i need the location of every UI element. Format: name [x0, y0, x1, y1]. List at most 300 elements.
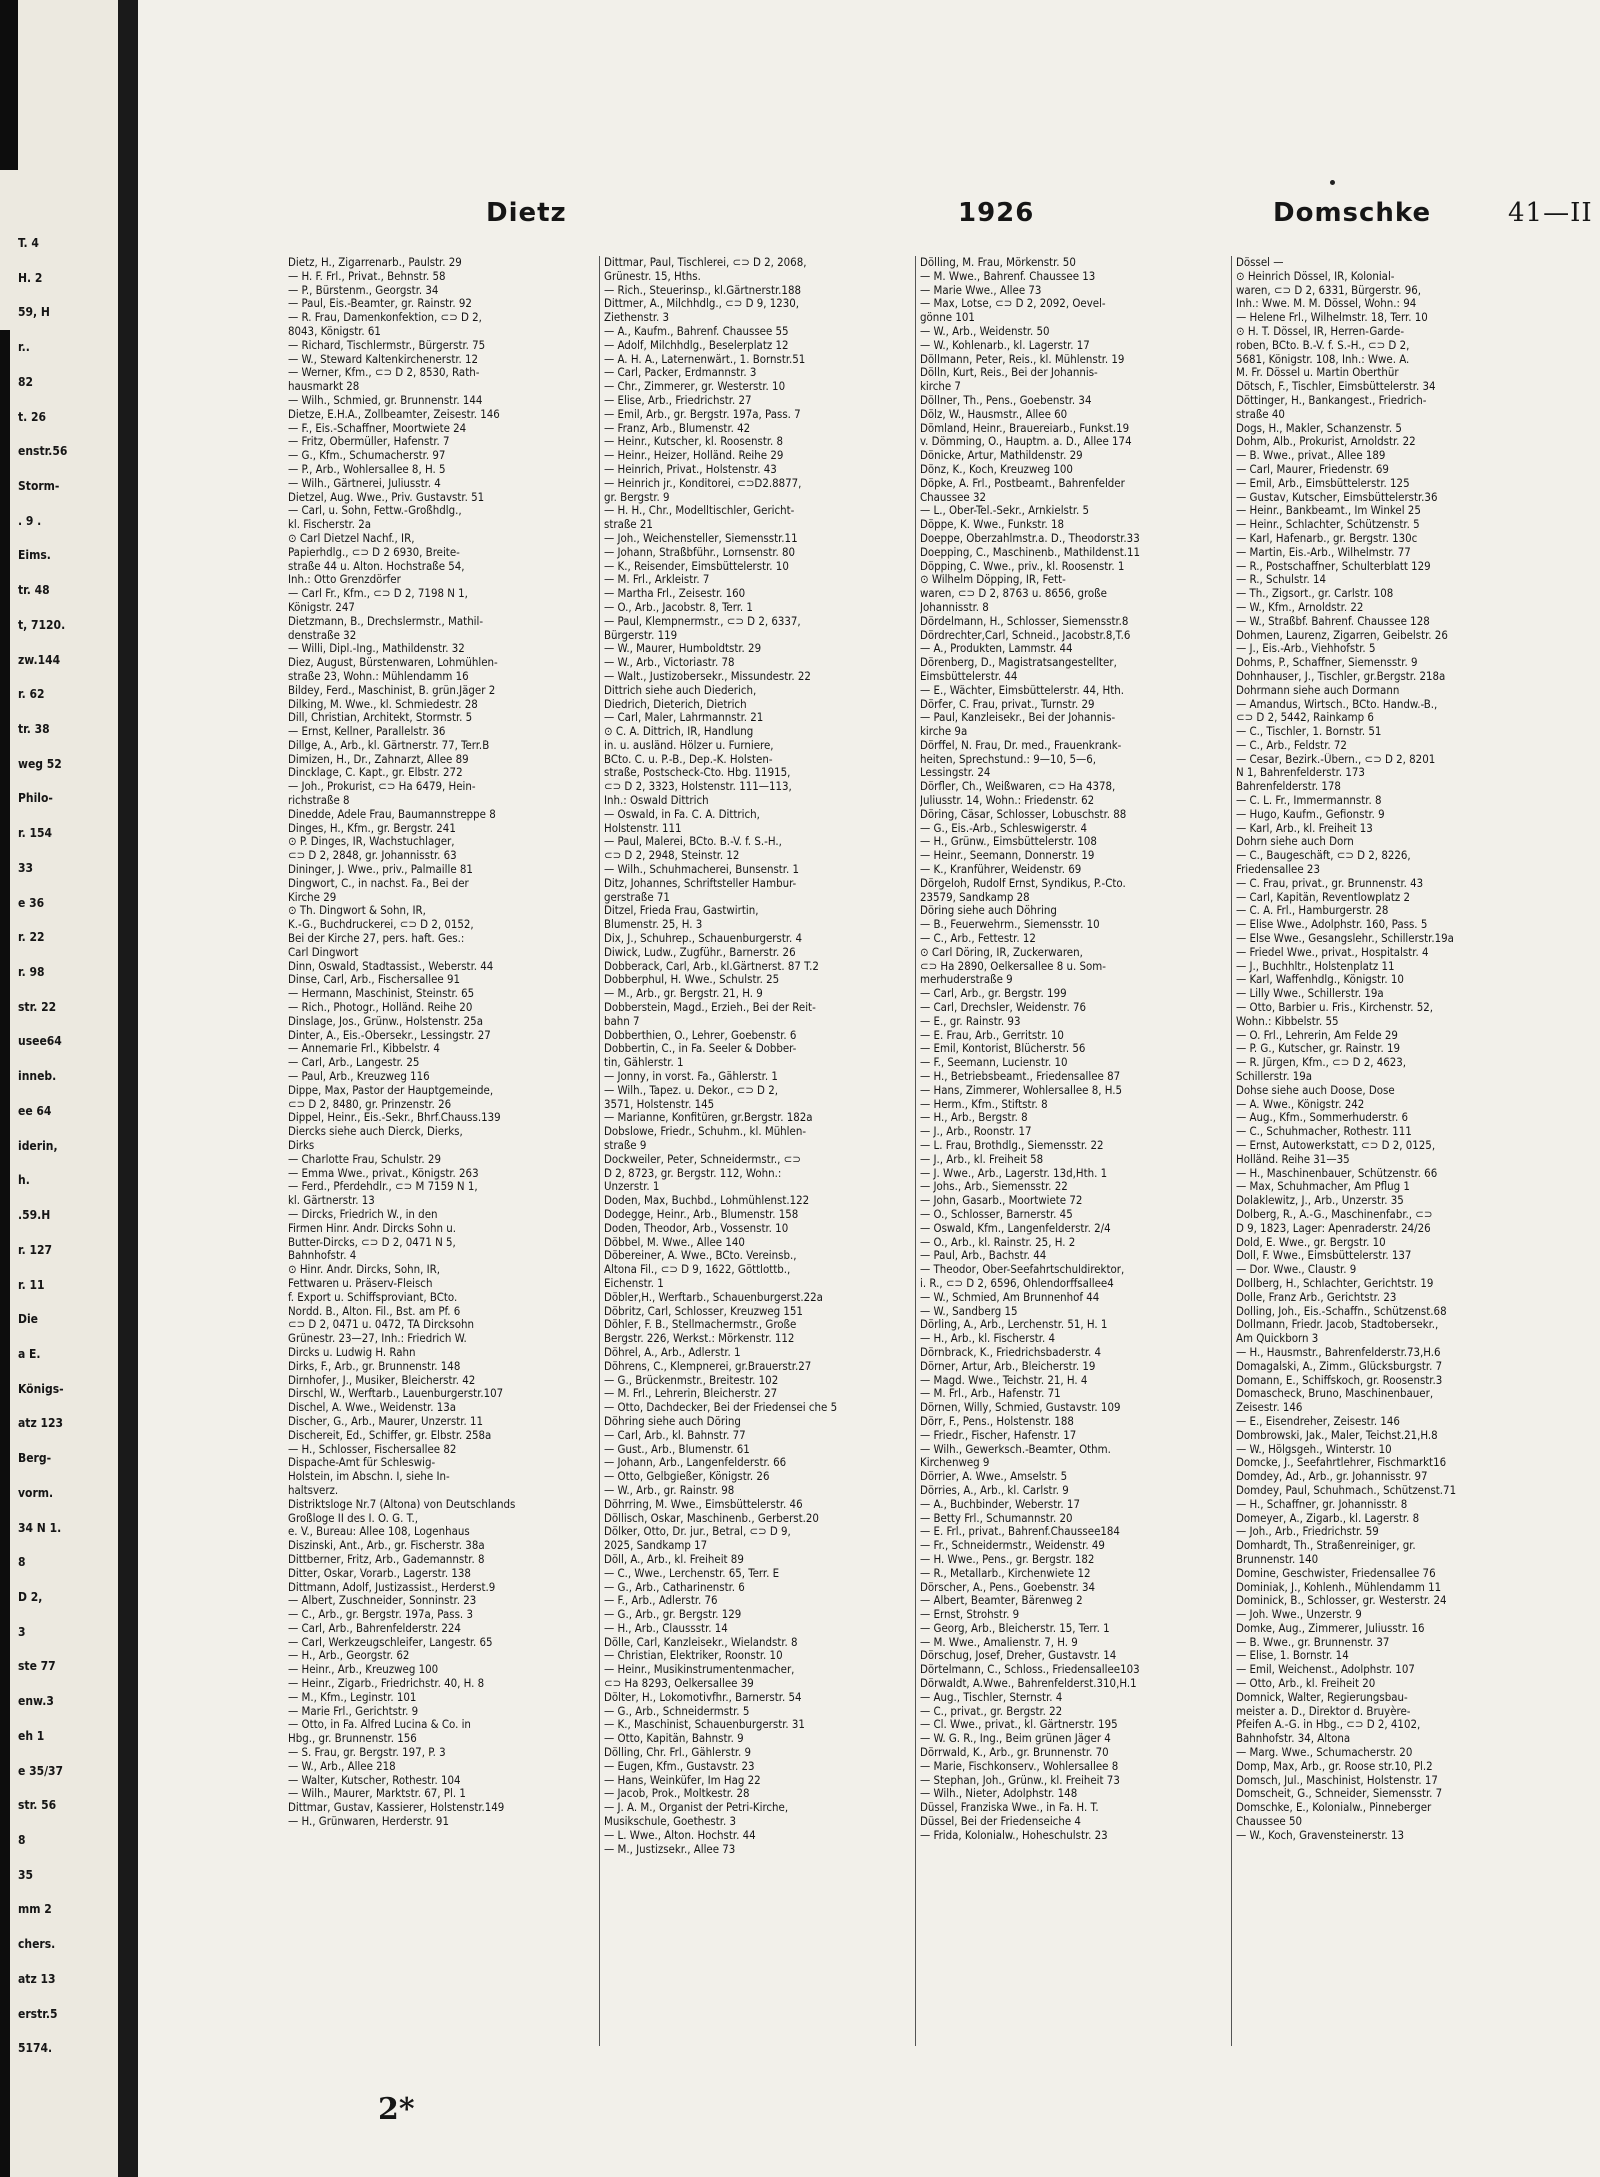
directory-entry: Bahnhofstr. 4 — [288, 1249, 357, 1263]
directory-entry: Dörrwald, K., Arb., gr. Brunnenstr. 70 — [920, 1746, 1109, 1760]
margin-fragment: r. 154 — [18, 826, 53, 840]
margin-fragment: r. 11 — [18, 1278, 45, 1292]
directory-entry: meister a. D., Direktor d. Bruyère- — [1236, 1704, 1411, 1718]
directory-entry: — Emil, Arb., gr. Bergstr. 197a, Pass. 7 — [604, 407, 801, 421]
directory-entry: D 2, 8723, gr. Bergstr. 112, Wohn.: — [604, 1166, 782, 1180]
directory-entry: Dörries, A., Arb., kl. Carlstr. 9 — [920, 1483, 1069, 1497]
directory-entry: — Charlotte Frau, Schulstr. 29 — [288, 1152, 441, 1166]
directory-entry: — Jacob, Prok., Moltkestr. 28 — [604, 1787, 750, 1801]
directory-entry: in. u. ausländ. Hölzer u. Furniere, — [604, 738, 774, 752]
directory-entry: ⊙ C. A. Dittrich, IR, Handlung — [604, 725, 754, 739]
directory-entry: — C., Arb., Feldstr. 72 — [1236, 738, 1347, 752]
directory-entry: — Else Wwe., Gesangslehr., Schillerstr.19a — [1236, 932, 1454, 946]
directory-entry: Dimizen, H., Dr., Zahnarzt, Allee 89 — [288, 752, 469, 766]
directory-entry: Dirschl, W., Werftarb., Lauenburgerstr.107 — [288, 1387, 504, 1401]
directory-entry: — H., Maschinenbauer, Schützenstr. 66 — [1236, 1166, 1438, 1180]
directory-entry: — Fritz, Obermüller, Hafenstr. 7 — [288, 435, 450, 449]
directory-entry: — Ferd., Pferdehdlr., ⊂⊃ M 7159 N 1, — [288, 1180, 478, 1194]
directory-entry: Dill, Christian, Architekt, Stormstr. 5 — [288, 711, 473, 725]
directory-entry: — Heinr., Kutscher, kl. Roosenstr. 8 — [604, 435, 784, 449]
directory-entry: — Th., Zigsort., gr. Carlstr. 108 — [1236, 587, 1394, 601]
directory-entry: Dörtelmann, C., Schloss., Friedensallee103 — [920, 1663, 1140, 1677]
directory-entry: ⊙ H. T. Dössel, IR, Herren-Garde- — [1236, 324, 1405, 338]
directory-entry: ⊙ Hinr. Andr. Dircks, Sohn, IR, — [288, 1263, 441, 1277]
directory-entry: Domke, Aug., Zimmerer, Juliusstr. 16 — [1236, 1621, 1425, 1635]
directory-entry: Eichenstr. 1 — [604, 1276, 664, 1290]
directory-entry: Dörwaldt, A.Wwe., Bahrenfelderst.310,H.1 — [920, 1677, 1137, 1691]
binding-shadow — [0, 0, 18, 170]
directory-entry: — C. L. Fr., Immermannstr. 8 — [1236, 794, 1382, 808]
directory-entry: — Oswald, Kfm., Langenfelderstr. 2/4 — [920, 1221, 1111, 1235]
directory-entry: — C., Arb., Fettestr. 12 — [920, 932, 1036, 946]
directory-entry: Dinter, A., Eis.-Obersekr., Lessingstr. 27 — [288, 1028, 491, 1042]
directory-entry: straße 23, Wohn.: Mühlendamm 16 — [288, 669, 469, 683]
directory-entry: — Carl, Arb., gr. Bergstr. 199 — [920, 987, 1067, 1001]
margin-fragment: Die — [18, 1312, 38, 1326]
directory-entry: — Heinr., Heizer, Holländ. Reihe 29 — [604, 449, 784, 463]
directory-entry: — Hugo, Kaufm., Gefionstr. 9 — [1236, 807, 1385, 821]
directory-entry: — Carl, Drechsler, Weidenstr. 76 — [920, 1001, 1087, 1015]
directory-entry: Dogs, H., Makler, Schanzenstr. 5 — [1236, 421, 1402, 435]
directory-entry: ⊙ Carl Döring, IR, Zuckerwaren, — [920, 945, 1083, 959]
directory-entry: Dittberner, Fritz, Arb., Gademannstr. 8 — [288, 1552, 485, 1566]
directory-entry: Dischereit, Ed., Schiffer, gr. Elbstr. 258a — [288, 1428, 492, 1442]
directory-entry: — M. Frl., Arb., Hafenstr. 71 — [920, 1387, 1061, 1401]
directory-entry: — Carl Fr., Kfm., ⊂⊃ D 2, 7198 N 1, — [288, 587, 468, 601]
directory-entry: — Carl, u. Sohn, Fettw.-Großhdlg., — [288, 504, 462, 518]
directory-entry: — O. Frl., Lehrerin, Am Felde 29 — [1236, 1028, 1398, 1042]
directory-entry: Dingwort, C., in nachst. Fa., Bei der — [288, 876, 469, 890]
directory-entry: straße 40 — [1236, 407, 1285, 421]
directory-entry: — H., Grünw., Eimsbüttelerstr. 108 — [920, 835, 1097, 849]
header-year: 1926 — [958, 198, 1035, 228]
directory-entry: — Adolf, Milchhdlg., Beselerplatz 12 — [604, 338, 789, 352]
directory-entry: — M. Wwe., Amalienstr. 7, H. 9 — [920, 1635, 1078, 1649]
directory-entry: kl. Gärtnerstr. 13 — [288, 1194, 375, 1208]
directory-entry: Carl Dingwort — [288, 945, 359, 959]
margin-fragment: mm 2 — [18, 1902, 52, 1916]
directory-entry: — Jonny, in vorst. Fa., Gählerstr. 1 — [604, 1070, 778, 1084]
directory-entry: — O., Arb., kl. Rainstr. 25, H. 2 — [920, 1235, 1076, 1249]
directory-entry: Dollberg, H., Schlachter, Gerichtstr. 19 — [1236, 1276, 1434, 1290]
directory-entry: Dilking, M. Wwe., kl. Schmiedestr. 28 — [288, 697, 478, 711]
directory-entry: — H. H., Chr., Modelltischler, Gericht- — [604, 504, 795, 518]
directory-entry: — H., Schaffner, gr. Johannisstr. 8 — [1236, 1497, 1408, 1511]
directory-entry: — G., Eis.-Arb., Schleswigerstr. 4 — [920, 821, 1087, 835]
directory-entry: Dörffel, N. Frau, Dr. med., Frauenkrank- — [920, 738, 1122, 752]
directory-entry: Dockweiler, Peter, Schneidermstr., ⊂⊃ — [604, 1152, 801, 1166]
directory-entry: — Joh., Prokurist, ⊂⊃ Ha 6479, Hein- — [288, 780, 476, 794]
directory-entry: Diercks siehe auch Dierck, Dierks, — [288, 1125, 463, 1139]
directory-entry: — Heinr., Schlachter, Schützenstr. 5 — [1236, 518, 1420, 532]
directory-entry: tin, Gählerstr. 1 — [604, 1056, 684, 1070]
directory-entry: — Heinr., Arb., Kreuzweg 100 — [288, 1663, 439, 1677]
directory-entry: — R., Postschaffner, Schulterblatt 129 — [1236, 559, 1431, 573]
directory-entry: Papierhdlg., ⊂⊃ D 2 6930, Breite- — [288, 545, 460, 559]
header-dot — [1330, 180, 1335, 185]
directory-entry: Dinslage, Jos., Grünw., Holstenstr. 25a — [288, 1014, 483, 1028]
directory-entry: Firmen Hinr. Andr. Dircks Sohn u. — [288, 1221, 457, 1235]
directory-entry: Bürgerstr. 119 — [604, 628, 678, 642]
directory-entry: — W., Arb., Victoriastr. 78 — [604, 656, 735, 670]
directory-entry: Dittmer, A., Milchhdlg., ⊂⊃ D 9, 1230, — [604, 297, 800, 311]
directory-entry: — F., Seemann, Lucienstr. 10 — [920, 1056, 1068, 1070]
directory-entry: — Eugen, Kfm., Gustavstr. 23 — [604, 1759, 755, 1773]
directory-entry: — W., Kfm., Arnoldstr. 22 — [1236, 600, 1364, 614]
directory-entry: Dillge, A., Arb., kl. Gärtnerstr. 77, Terr.B — [288, 738, 490, 752]
directory-entry: Dirks, F., Arb., gr. Brunnenstr. 148 — [288, 1359, 461, 1373]
directory-entry: Kirchenweg 9 — [920, 1456, 990, 1470]
directory-entry: — Amandus, Wirtsch., BCto. Handw.-B., — [1236, 697, 1438, 711]
margin-fragment: usee64 — [18, 1034, 62, 1048]
margin-fragment: 82 — [18, 375, 34, 389]
directory-entry: — Emma Wwe., privat., Königstr. 263 — [288, 1166, 479, 1180]
directory-entry: Johannisstr. 8 — [920, 600, 989, 614]
directory-entry: — Walter, Kutscher, Rothestr. 104 — [288, 1773, 461, 1787]
directory-entry: Bahrenfelderstr. 178 — [1236, 780, 1341, 794]
margin-fragment: e 35/37 — [18, 1764, 64, 1778]
directory-entry: — H., Schlosser, Fischersallee 82 — [288, 1442, 457, 1456]
directory-entry: Ditter, Oskar, Vorarb., Lagerstr. 138 — [288, 1566, 471, 1580]
directory-entry: — Werner, Kfm., ⊂⊃ D 2, 8530, Rath- — [288, 366, 480, 380]
directory-entry: Dobslowe, Friedr., Schuhm., kl. Mühlen- — [604, 1125, 807, 1139]
directory-entry: Dincklage, C. Kapt., gr. Elbstr. 272 — [288, 766, 463, 780]
directory-entry: — Wilh., Schmied, gr. Brunnenstr. 144 — [288, 393, 483, 407]
directory-entry: Dörr, F., Pens., Holstenstr. 188 — [920, 1414, 1074, 1428]
directory-entry: ⊂⊃ D 2, 0471 u. 0472, TA Dircksohn — [288, 1318, 475, 1332]
directory-entry: — Dor. Wwe., Claustr. 9 — [1236, 1263, 1357, 1277]
directory-entry: — Fr., Schneidermstr., Weidenstr. 49 — [920, 1539, 1105, 1553]
directory-entry: — H., Arb., kl. Fischerstr. 4 — [920, 1332, 1055, 1346]
directory-entry: — Emil, Weichenst., Adolphstr. 107 — [1236, 1663, 1415, 1677]
directory-entry: — J., Arb., Roonstr. 17 — [920, 1125, 1032, 1139]
directory-entry: Döpke, A. Frl., Postbeamt., Bahrenfelder — [920, 476, 1125, 490]
margin-fragment: atz 13 — [18, 1972, 56, 1986]
directory-entry: Döring siehe auch Döhring — [920, 904, 1057, 918]
directory-entry: — B. Wwe., privat., Allee 189 — [1236, 449, 1386, 463]
directory-entry: ⊂⊃ Ha 8293, Oelkersallee 39 — [604, 1677, 754, 1691]
directory-entry: — Joh., Arb., Friedrichstr. 59 — [1236, 1525, 1379, 1539]
directory-entry: — J., Buchhltr., Holstenplatz 11 — [1236, 959, 1395, 973]
directory-entry: Fettwaren u. Präserv-Fleisch — [288, 1276, 433, 1290]
directory-entry: Inh.: Otto Grenzdörfer — [288, 573, 401, 587]
margin-fragment: erstr.5 — [18, 2007, 58, 2021]
directory-entry: — G., Arb., gr. Bergstr. 129 — [604, 1608, 742, 1622]
page-header — [138, 198, 1600, 238]
directory-entry: Dördelmann, H., Schlosser, Siemensstr.8 — [920, 614, 1129, 628]
directory-entry: — Heinr., Zigarb., Friedrichstr. 40, H. 8 — [288, 1677, 485, 1691]
directory-entry: — Emil, Kontorist, Blücherstr. 56 — [920, 1042, 1086, 1056]
directory-entry: — Wilh., Gewerksch.-Beamter, Othm. — [920, 1442, 1111, 1456]
directory-entry: Lessingstr. 24 — [920, 766, 991, 780]
directory-entry: — Heinr., Seemann, Donnerstr. 19 — [920, 849, 1095, 863]
directory-entry: — Wilh., Gärtnerei, Juliusstr. 4 — [288, 476, 441, 490]
directory-entry: Domine, Geschwister, Friedensallee 76 — [1236, 1566, 1436, 1580]
directory-entry: — Theodor, Ober-Seefahrtschuldirektor, — [920, 1263, 1125, 1277]
directory-entry: — Richard, Tischlermstr., Bürgerstr. 75 — [288, 338, 486, 352]
margin-fragment: Königs- — [18, 1382, 64, 1396]
directory-entry: roben, BCto. B.-V. f. S.-H., ⊂⊃ D 2, — [1236, 338, 1410, 352]
directory-entry: Dohse siehe auch Doose, Dose — [1236, 1083, 1395, 1097]
directory-entry: Dörscher, A., Pens., Goebenstr. 34 — [920, 1580, 1096, 1594]
directory-entry: — E. Frl., privat., Bahrenf.Chaussee184 — [920, 1525, 1120, 1539]
directory-entry: — Wilh., Tapez. u. Dekor., ⊂⊃ D 2, — [604, 1083, 778, 1097]
directory-entry: — Magd. Wwe., Teichstr. 21, H. 4 — [920, 1373, 1088, 1387]
directory-entry: — Helene Frl., Wilhelmstr. 18, Terr. 10 — [1236, 311, 1428, 325]
directory-entry: Diszinski, Ant., Arb., gr. Fischerstr. 38a — [288, 1539, 485, 1553]
directory-entry: Doeppe, Oberzahlmstr.a. D., Theodorstr.33 — [920, 531, 1140, 545]
directory-entry: — Paul, Arb., Bachstr. 44 — [920, 1249, 1047, 1263]
margin-fragment: eh 1 — [18, 1729, 45, 1743]
directory-entry: — A., Kaufm., Bahrenf. Chaussee 55 — [604, 324, 789, 338]
directory-entry: — J., Arb., kl. Freiheit 58 — [920, 1152, 1044, 1166]
directory-entry: — Franz, Arb., Blumenstr. 42 — [604, 421, 751, 435]
directory-entry: M. Fr. Dössel u. Martin Oberthür — [1236, 366, 1399, 380]
directory-entry: — O., Schlosser, Barnerstr. 45 — [920, 1207, 1073, 1221]
directory-entry: f. Export u. Schiffsproviant, BCto. — [288, 1290, 458, 1304]
margin-fragment: Philo- — [18, 791, 53, 805]
directory-entry: — H., Arb., Georgstr. 62 — [288, 1649, 410, 1663]
directory-entry: bahn 7 — [604, 1014, 640, 1028]
binding-edge — [0, 330, 10, 2177]
directory-entry: Döbritz, Carl, Schlosser, Kreuzweg 151 — [604, 1304, 803, 1318]
directory-entry: Dölter, H., Lokomotivfhr., Barnerstr. 54 — [604, 1690, 802, 1704]
directory-entry: — Ernst, Autowerkstatt, ⊂⊃ D 2, 0125, — [1236, 1139, 1436, 1152]
directory-entry: Dohms, P., Schaffner, Siemensstr. 9 — [1236, 656, 1418, 670]
directory-entry: Döllisch, Oskar, Maschinenb., Gerberst.20 — [604, 1511, 819, 1525]
directory-entry: — Carl, Werkzeugschleifer, Langestr. 65 — [288, 1635, 493, 1649]
directory-entry: — F., Arb., Adlerstr. 76 — [604, 1594, 718, 1608]
directory-entry: — G., Arb., Schneidermstr. 5 — [604, 1704, 750, 1718]
directory-entry: Dinges, H., Kfm., gr. Bergstr. 241 — [288, 821, 456, 835]
directory-entry: straße 9 — [604, 1139, 647, 1152]
directory-entry: K.-G., Buchdruckerei, ⊂⊃ D 2, 0152, — [288, 918, 474, 932]
directory-entry: Döppe, K. Wwe., Funkstr. 18 — [920, 518, 1065, 532]
directory-entry: Dirnhofer, J., Musiker, Bleicherstr. 42 — [288, 1373, 476, 1387]
directory-entry: Dohrmann siehe auch Dormann — [1236, 683, 1400, 697]
margin-fragment: r.. — [18, 340, 30, 354]
directory-entry: — W., Koch, Gravensteinerstr. 13 — [1236, 1828, 1405, 1842]
margin-fragment: 3 — [18, 1625, 26, 1639]
margin-fragment: . 9 . — [18, 514, 42, 528]
directory-entry: Dölling, Chr. Frl., Gählerstr. 9 — [604, 1746, 752, 1760]
directory-entry: — Wilh., Schuhmacherei, Bunsenstr. 1 — [604, 863, 800, 877]
margin-fragment: enw.3 — [18, 1694, 54, 1708]
directory-entry: merhuderstraße 9 — [920, 973, 1013, 987]
directory-entry: Ziethenstr. 3 — [604, 311, 670, 325]
directory-entry: Dittmar, Paul, Tischlerei, ⊂⊃ D 2, 2068, — [604, 256, 807, 269]
directory-entry: D 9, 1823, Lager: Apenraderstr. 24/26 — [1236, 1221, 1431, 1235]
directory-entry: ⊙ Heinrich Dössel, IR, Kolonial- — [1236, 269, 1395, 283]
margin-fragment: tr. 48 — [18, 583, 50, 597]
header-first-name: Dietz — [486, 198, 567, 228]
directory-entry: — G., Brückenmstr., Breitestr. 102 — [604, 1373, 779, 1387]
directory-entry: Dörrier, A. Wwe., Amselstr. 5 — [920, 1470, 1068, 1484]
directory-entry: Domscheit, G., Schneider, Siemensstr. 7 — [1236, 1787, 1443, 1801]
directory-entry: Kirche 29 — [288, 890, 337, 904]
directory-entry: 3571, Holstenstr. 145 — [604, 1097, 715, 1111]
directory-entry: Döring, Cäsar, Schlosser, Lobuschstr. 88 — [920, 807, 1127, 821]
book-gutter — [118, 0, 138, 2177]
directory-entry: Döhrel, A., Arb., Adlerstr. 1 — [604, 1345, 741, 1359]
directory-entry: — A. Wwe., Königstr. 242 — [1236, 1097, 1365, 1111]
directory-entry: — W., Schmied, Am Brunnenhof 44 — [920, 1290, 1100, 1304]
directory-entry: Dölle, Carl, Kanzleisekr., Wielandstr. 8 — [604, 1635, 798, 1649]
directory-entry: straße 21 — [604, 518, 653, 532]
directory-entry: kirche 7 — [920, 380, 961, 394]
margin-fragment: str. 56 — [18, 1798, 57, 1812]
directory-entry: Grünestr. 23—27, Inh.: Friedrich W. — [288, 1332, 467, 1346]
margin-fragment: r. 98 — [18, 965, 45, 979]
directory-entry: — Wilh., Nieter, Adolphstr. 148 — [920, 1787, 1078, 1801]
directory-entry: Hbg., gr. Brunnenstr. 156 — [288, 1732, 417, 1746]
directory-entry: — Lilly Wwe., Schillerstr. 19a — [1236, 987, 1384, 1001]
margin-fragment: ste 77 — [18, 1659, 56, 1673]
directory-entry: Dippe, Max, Pastor der Hauptgemeinde, — [288, 1083, 494, 1097]
directory-entry: — Oswald, in Fa. C. A. Dittrich, — [604, 807, 760, 821]
directory-entry: Dohm, Alb., Prokurist, Arnoldstr. 22 — [1236, 435, 1416, 449]
directory-entry: — Paul, Eis.-Beamter, gr. Rainstr. 92 — [288, 297, 472, 311]
directory-entry: — P., Arb., Wohlersallee 8, H. 5 — [288, 462, 446, 476]
directory-entry: Domdey, Paul, Schuhmach., Schützenst.71 — [1236, 1483, 1457, 1497]
directory-entry: — Cesar, Bezirk.-Übern., ⊂⊃ D 2, 8201 — [1236, 752, 1436, 766]
directory-entry: Dombrowski, Jak., Maler, Teichst.21,H.8 — [1236, 1428, 1438, 1442]
directory-entry: — J., Eis.-Arb., Viehhofstr. 5 — [1236, 642, 1376, 656]
directory-entry: — Christian, Elektriker, Roonstr. 10 — [604, 1649, 783, 1663]
directory-entry: — Otto, Arb., kl. Freiheit 20 — [1236, 1677, 1376, 1691]
directory-entry: — R., Schulstr. 14 — [1236, 573, 1327, 587]
directory-entry: Dispache-Amt für Schleswig- — [288, 1456, 436, 1470]
directory-entry: — Ernst, Strohstr. 9 — [920, 1608, 1020, 1622]
directory-entry: Döllner, Th., Pens., Goebenstr. 34 — [920, 393, 1092, 407]
directory-entry: Dietzmann, B., Drechslermstr., Mathil- — [288, 614, 484, 628]
margin-fragment: Eims. — [18, 548, 51, 562]
directory-entry: — Carl, Arb., Bahrenfelderstr. 224 — [288, 1621, 461, 1635]
directory-entry: — Karl, Waffenhdlg., Königstr. 10 — [1236, 973, 1404, 987]
directory-entry: Dössel — — [1236, 256, 1284, 269]
directory-entry: — Wilh., Maurer, Marktstr. 67, Pl. 1 — [288, 1787, 466, 1801]
directory-entry: — Aug., Kfm., Sommerhuderstr. 6 — [1236, 1111, 1408, 1125]
directory-entry: — Karl, Hafenarb., gr. Bergstr. 130c — [1236, 531, 1418, 545]
directory-entry: — C. Frau, privat., gr. Brunnenstr. 43 — [1236, 876, 1424, 890]
directory-entry: — W., Arb., gr. Rainstr. 98 — [604, 1483, 735, 1497]
directory-entry: — G., Kfm., Schumacherstr. 97 — [288, 449, 446, 463]
directory-entry: — Otto, Kapitän, Bahnstr. 9 — [604, 1732, 744, 1746]
directory-entry: Dohnhauser, J., Tischler, gr.Bergstr. 218a — [1236, 669, 1446, 683]
directory-entry: — W., Kohlenarb., kl. Lagerstr. 17 — [920, 338, 1090, 352]
directory-entry: Düssel, Bei der Friedenseiche 4 — [920, 1815, 1081, 1829]
directory-entry: Dold, E. Wwe., gr. Bergstr. 10 — [1236, 1235, 1386, 1249]
directory-entry: Dininger, J. Wwe., priv., Palmaille 81 — [288, 863, 473, 877]
directory-entry: — Carl, Kapitän, Reventlowplatz 2 — [1236, 890, 1411, 904]
directory-entry: — Paul, Arb., Kreuzweg 116 — [288, 1070, 430, 1084]
directory-entry: Dietzel, Aug. Wwe., Priv. Gustavstr. 51 — [288, 490, 485, 504]
directory-entry: waren, ⊂⊃ D 2, 8763 u. 8656, große — [920, 587, 1107, 601]
directory-entry: — Chr., Zimmerer, gr. Westerstr. 10 — [604, 380, 786, 394]
directory-entry: Unzerstr. 1 — [604, 1180, 660, 1194]
directory-entry: Doden, Max, Buchbd., Lohmühlenst.122 — [604, 1194, 810, 1208]
directory-entry: — W., Steward Kaltenkirchenerstr. 12 — [288, 352, 479, 366]
directory-entry: Dominiak, J., Kohlenh., Mühlendamm 11 — [1236, 1580, 1442, 1594]
directory-entry: Dinse, Carl, Arb., Fischersallee 91 — [288, 973, 460, 987]
directory-entry: Düssel, Franziska Wwe., in Fa. H. T. — [920, 1801, 1099, 1815]
directory-entry: — Friedel Wwe., privat., Hospitalstr. 4 — [1236, 945, 1429, 959]
directory-entry: — Willi, Dipl.-Ing., Mathildenstr. 32 — [288, 642, 465, 656]
directory-entry: — Albert, Beamter, Bärenweg 2 — [920, 1594, 1083, 1608]
directory-entry: — Annemarie Frl., Kibbelstr. 4 — [288, 1042, 440, 1056]
directory-entry: — Herm., Kfm., Stiftstr. 8 — [920, 1097, 1048, 1111]
directory-entry: — B. Wwe., gr. Brunnenstr. 37 — [1236, 1635, 1390, 1649]
directory-entry: heiten, Sprechstund.: 9—10, 5—6, — [920, 752, 1097, 766]
margin-fragment: Berg- — [18, 1451, 52, 1465]
directory-entry: Döhrens, C., Klempnerei, gr.Brauerstr.27 — [604, 1359, 812, 1373]
directory-entry: — B., Feuerwehrm., Siemensstr. 10 — [920, 918, 1100, 932]
directory-entry: Döll, A., Arb., kl. Freiheit 89 — [604, 1552, 744, 1566]
directory-entry: Domnick, Walter, Regierungsbau- — [1236, 1690, 1408, 1704]
directory-entry: — J. A. M., Organist der Petri-Kirche, — [604, 1801, 789, 1815]
directory-entry: Dobberthien, O., Lehrer, Goebenstr. 6 — [604, 1028, 797, 1042]
directory-entry: Ditz, Johannes, Schriftsteller Hambur- — [604, 876, 797, 890]
directory-entry: — Marianne, Konfitüren, gr.Bergstr. 182a — [604, 1111, 813, 1125]
column-4 — [1236, 256, 1542, 2096]
directory-entry: v. Dömming, O., Hauptm. a. D., Allee 174 — [920, 435, 1132, 449]
directory-columns — [288, 256, 1548, 2096]
directory-entry: haltsverz. — [288, 1483, 339, 1497]
directory-entry: — Otto, Dachdecker, Bei der Friedensei che 5 — [604, 1401, 838, 1415]
directory-entry: — R. Jürgen, Kfm., ⊂⊃ D 2, 4623, — [1236, 1056, 1407, 1070]
directory-entry: — W., Straßbf. Bahrenf. Chaussee 128 — [1236, 614, 1430, 628]
directory-entry: — P., Bürstenm., Georgstr. 34 — [288, 283, 439, 297]
directory-entry: — Dircks, Friedrich W., in den — [288, 1207, 438, 1221]
directory-entry: Großloge II des I. O. G. T., — [288, 1511, 419, 1525]
directory-entry: 2025, Sandkamp 17 — [604, 1539, 708, 1553]
directory-entry: — K., Reisender, Eimsbüttelerstr. 10 — [604, 559, 789, 573]
directory-entry: ⊂⊃ D 2, 3323, Holstenstr. 111—113, — [604, 780, 792, 794]
directory-entry: 8043, Königstr. 61 — [288, 324, 381, 338]
directory-page — [138, 0, 1600, 2177]
directory-entry: Doden, Theodor, Arb., Vossenstr. 10 — [604, 1221, 789, 1235]
directory-entry: — C., Baugeschäft, ⊂⊃ D 2, 8226, — [1236, 849, 1411, 863]
directory-entry: Dirks — [288, 1139, 315, 1152]
directory-entry: — H., Arb., Bergstr. 8 — [920, 1111, 1028, 1125]
directory-entry: — Rich., Steuerinsp., kl.Gärtnerstr.188 — [604, 283, 801, 297]
directory-entry: — Walt., Justizobersekr., Missundestr. 22 — [604, 669, 811, 683]
margin-fragment: enstr.56 — [18, 444, 68, 458]
margin-fragment: atz 123 — [18, 1416, 64, 1430]
directory-entry: — Joh. Wwe., Unzerstr. 9 — [1236, 1608, 1362, 1622]
directory-entry: N 1, Bahrenfelderstr. 173 — [1236, 766, 1365, 780]
directory-entry: — H., Betriebsbeamt., Friedensallee 87 — [920, 1070, 1121, 1084]
margin-fragment: h. — [18, 1173, 30, 1187]
directory-entry: Dötsch, F., Tischler, Eimsbüttelerstr. 34 — [1236, 380, 1436, 394]
directory-entry: — E., Wächter, Eimsbüttelerstr. 44, Hth. — [920, 683, 1124, 697]
directory-entry: — Marie Frl., Gerichtstr. 9 — [288, 1704, 419, 1718]
directory-entry: Döbler,H., Werftarb., Schauenburgerst.22a — [604, 1290, 823, 1304]
directory-entry: — Elise Wwe., Adolphstr. 160, Pass. 5 — [1236, 918, 1428, 932]
directory-entry: Domann, E., Schiffskoch, gr. Roosenstr.3 — [1236, 1373, 1443, 1387]
margin-fragment: T. 4 — [18, 236, 39, 250]
directory-entry: ⊂⊃ D 2, 5442, Rainkamp 6 — [1236, 711, 1374, 725]
directory-entry: Diwick, Ludw., Zugführ., Barnerstr. 26 — [604, 945, 796, 959]
directory-entry: Domcke, J., Seefahrtlehrer, Fischmarkt16 — [1236, 1456, 1447, 1470]
directory-entry: i. R., ⊂⊃ D 2, 6596, Ohlendorffsallee4 — [920, 1276, 1114, 1290]
directory-entry: straße 44 u. Alton. Hochstraße 54, — [288, 559, 465, 573]
directory-entry: ⊙ Wilhelm Döpping, IR, Fett- — [920, 573, 1066, 587]
directory-entry: Dohmen, Laurenz, Zigarren, Geibelstr. 26 — [1236, 628, 1448, 642]
directory-entry: — G., Arb., Catharinenstr. 6 — [604, 1580, 745, 1594]
directory-entry: — A., Produkten, Lammstr. 44 — [920, 642, 1073, 656]
directory-entry: — W., Sandberg 15 — [920, 1304, 1018, 1318]
